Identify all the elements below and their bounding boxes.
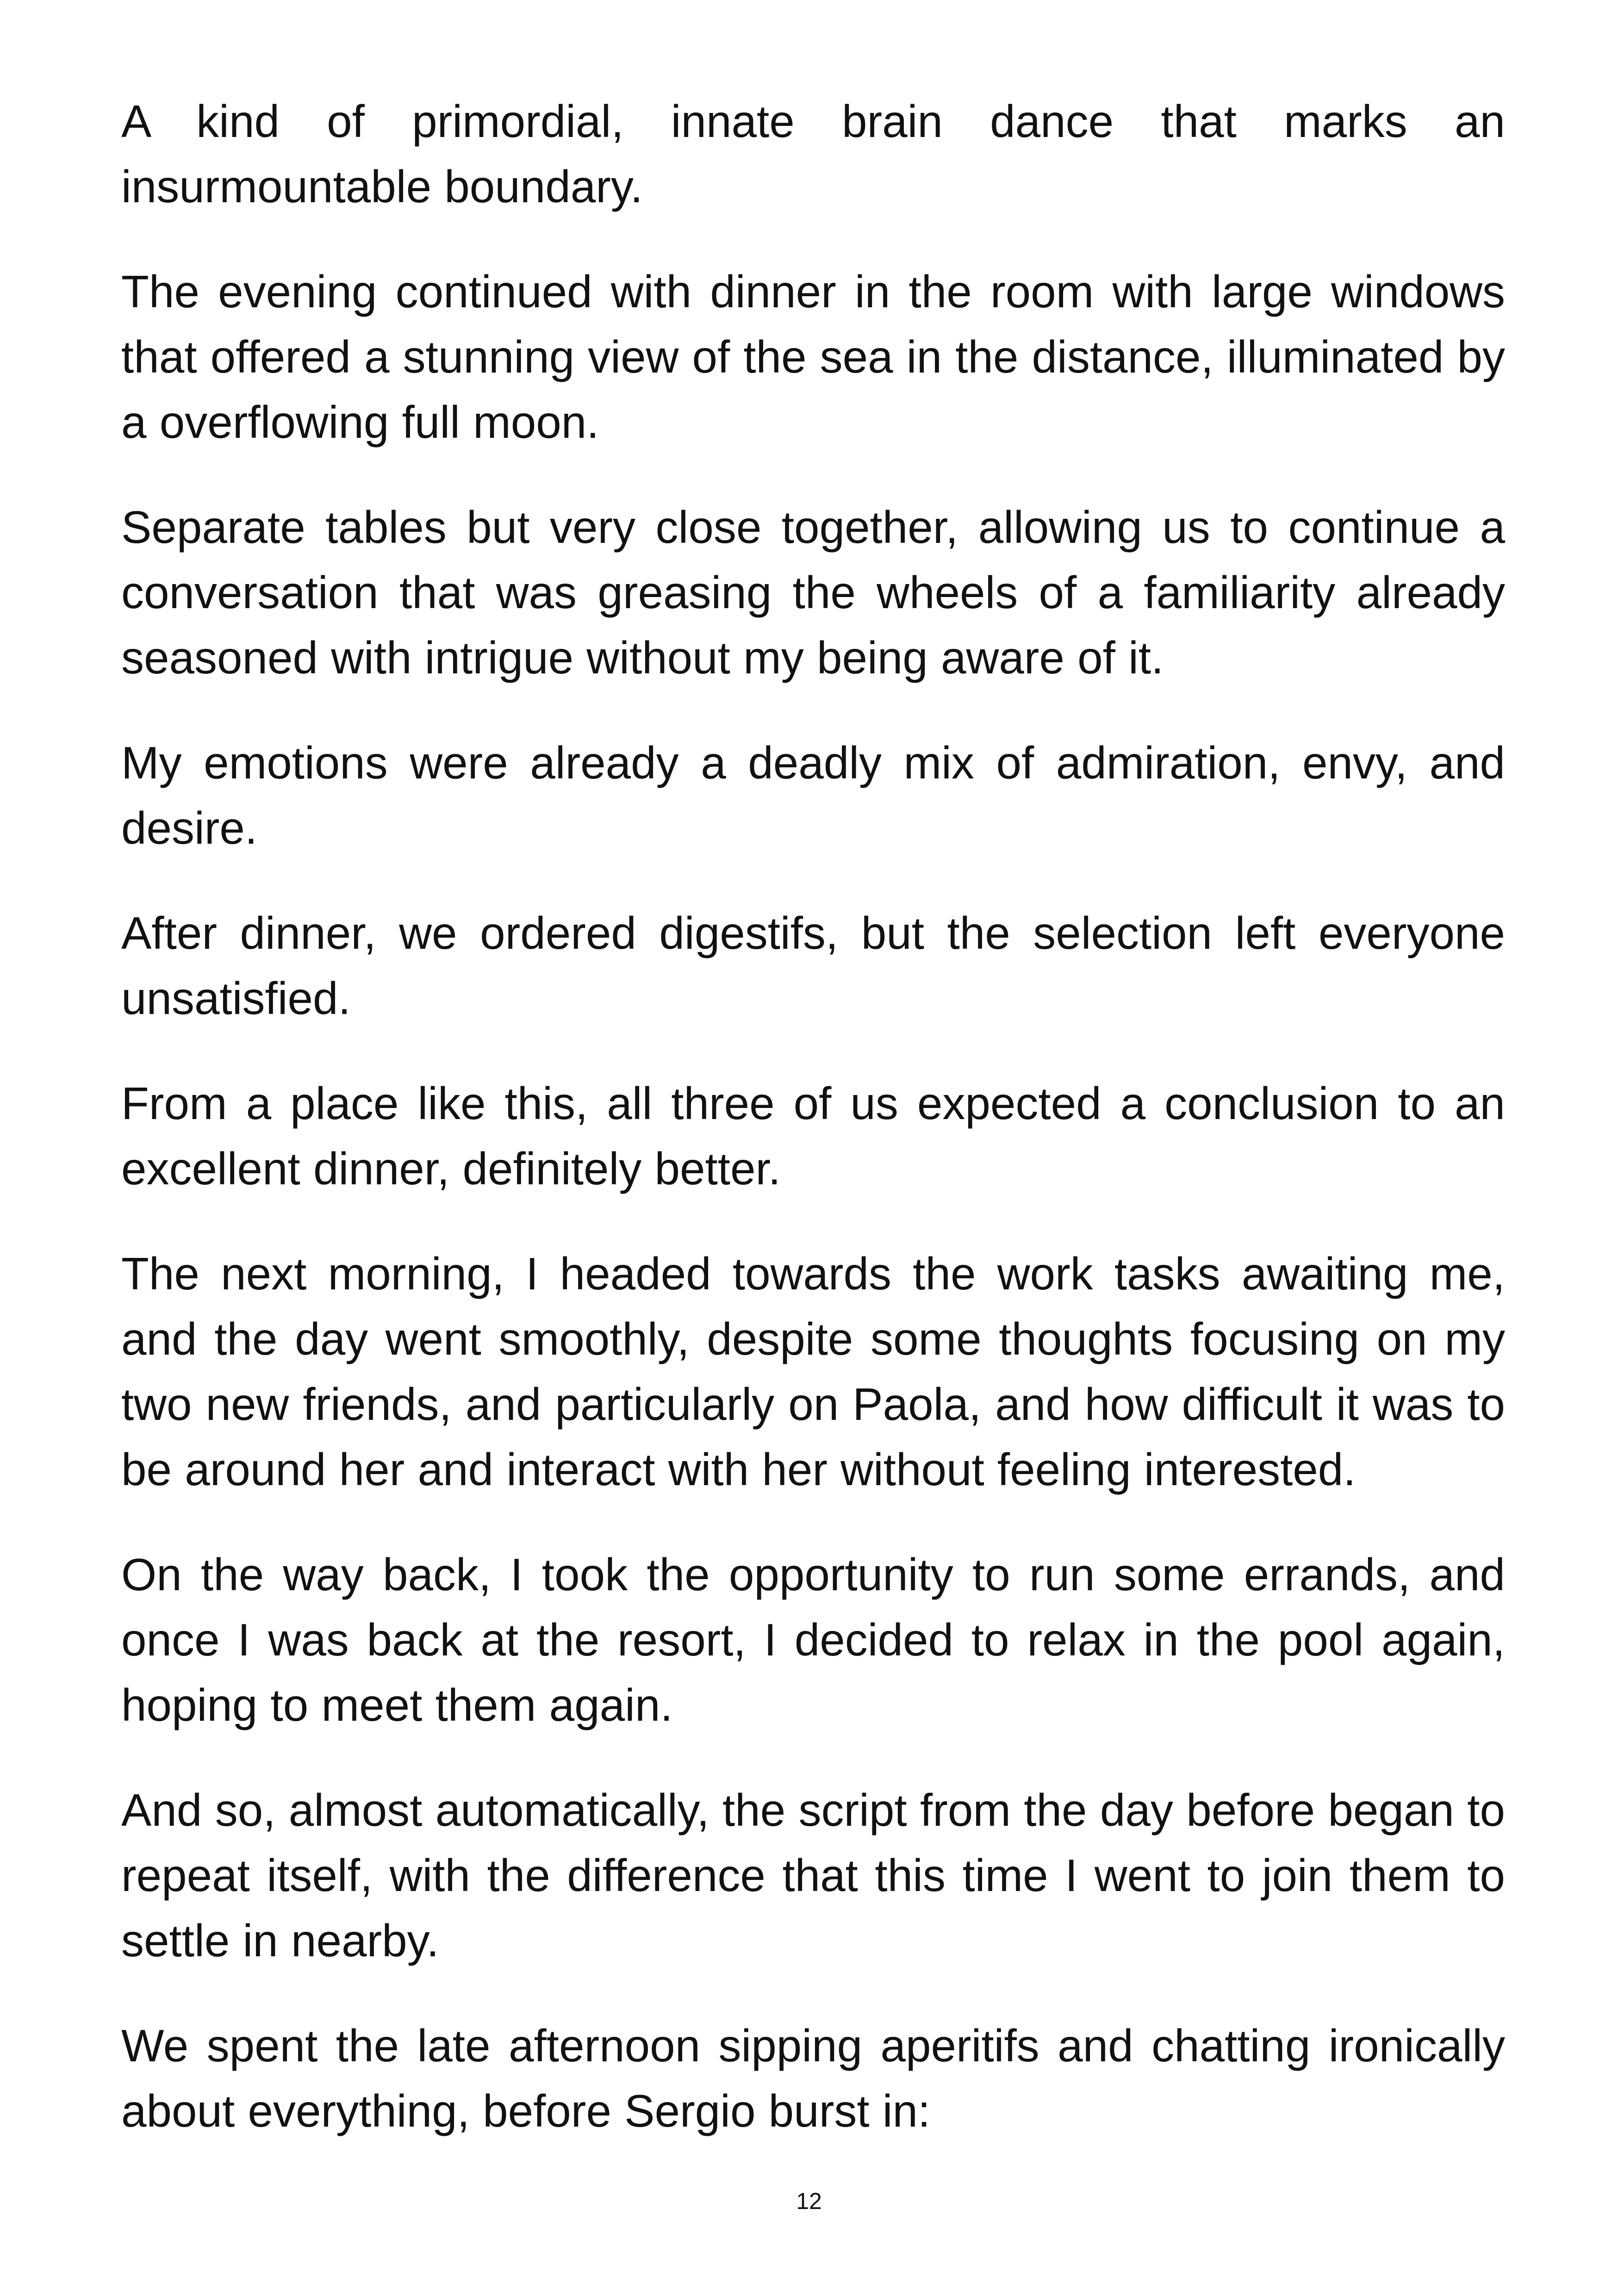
- paragraph-10: We spent the late afternoon sipping aperitifs and chatting ironically about everything, before Sergio burst in:: [121, 2020, 1505, 2136]
- paragraph-3: Separate tables but very close together, allowing us to continue a conversation that was greasing the wheels of a familiarity already seasoned with intrigue without my being aware of it.: [121, 502, 1505, 683]
- paragraph-1: A kind of primordial, innate brain dance that marks an insurmountable boundary.: [121, 96, 1505, 212]
- paragraph-9: And so, almost automatically, the script from the day before began to repeat itself, with the difference that this time I went to join them to settle in nearby.: [121, 1785, 1505, 1966]
- page-number: 12: [796, 2188, 822, 2214]
- paragraph-6: From a place like this, all three of us expected a conclusion to an excellent dinner, definitely better.: [121, 1078, 1505, 1194]
- paragraph-2: The evening continued with dinner in the room with large windows that offered a stunning view of the sea in the distance, illuminated by a overflowing full moon.: [121, 266, 1505, 448]
- paragraph-7: The next morning, I headed towards the work tasks awaiting me, and the day went smoothly, despite some thoughts focusing on my two new friends, and particularly on Paola, and how difficult it was to be around her and interact with her without feeling interested.: [121, 1248, 1505, 1495]
- paragraph-8: On the way back, I took the opportunity to run some errands, and once I was back at the resort, I decided to relax in the pool again, hoping to meet them again.: [121, 1549, 1505, 1730]
- body-text: [121, 89, 1505, 2184]
- paragraph-5: After dinner, we ordered digestifs, but the selection left everyone unsatisfied.: [121, 908, 1505, 1024]
- paragraph-4: My emotions were already a deadly mix of admiration, envy, and desire.: [121, 737, 1505, 853]
